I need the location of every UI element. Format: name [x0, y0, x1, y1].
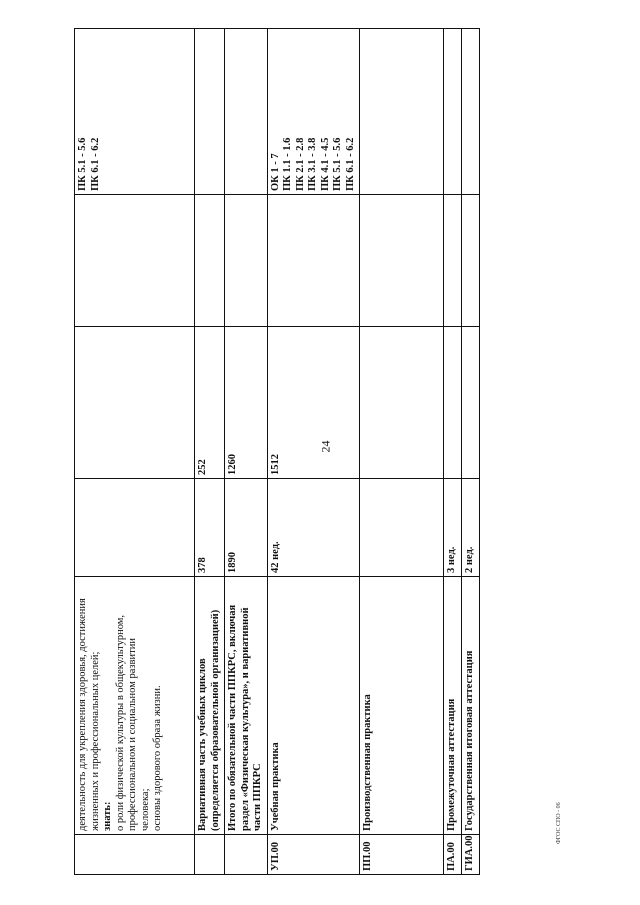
- description-line: Итого по обязательной части ППКРС, включая: [227, 604, 238, 831]
- row-description: [75, 577, 195, 835]
- table-row: [444, 29, 462, 875]
- row-description: [195, 577, 225, 835]
- row-competencies: [444, 29, 462, 195]
- description-line: (определяется образовательной организацией): [209, 609, 221, 831]
- row-code: ГИА.00: [462, 835, 480, 875]
- description-line: Учебная практика: [269, 742, 281, 831]
- table-row: [75, 29, 195, 875]
- description-line: о роли физической культуры в общекультурном,: [114, 614, 126, 831]
- table-row: [267, 29, 360, 875]
- competency-code: ПК 6.1 - 6.2: [344, 137, 356, 191]
- row-max-load: 42 нед.: [267, 479, 360, 577]
- competency-code: ПК 3.1 - 3.8: [307, 137, 318, 191]
- row-required-load: 252: [195, 327, 225, 479]
- description-line: жизненных и профессиональных целей;: [89, 651, 101, 831]
- description-line: профессиональном и социальном развитии: [127, 638, 138, 831]
- row-competencies: [360, 29, 444, 195]
- row-competencies: [195, 29, 225, 195]
- description-line: знать:: [102, 801, 113, 831]
- row-max-load: [360, 479, 444, 577]
- row-max-load: 2 нед.: [462, 479, 480, 577]
- row-discipline: [225, 195, 268, 327]
- description-line: Государственная итоговая аттестация: [464, 650, 475, 831]
- row-code: [75, 835, 195, 875]
- table-row: [195, 29, 225, 875]
- row-competencies: [225, 29, 268, 195]
- row-discipline: [444, 195, 462, 327]
- row-required-load: 1260: [225, 327, 268, 479]
- row-discipline: [462, 195, 480, 327]
- description-line: части ППКРС: [252, 763, 263, 831]
- row-description: [225, 577, 268, 835]
- grid: [74, 28, 480, 875]
- footer-mark: ФГОС СПО - 06: [556, 802, 562, 844]
- row-max-load: 378: [195, 479, 225, 577]
- row-description: [444, 577, 462, 835]
- row-competencies: [75, 29, 195, 195]
- description-line: раздел «Физическая культура», и вариативной: [239, 607, 251, 831]
- description-line: человека;: [139, 788, 151, 831]
- row-description: [267, 577, 360, 835]
- row-max-load: 3 нед.: [444, 479, 462, 577]
- competency-code: ПК 6.1 - 6.2: [89, 137, 101, 191]
- row-max-load: [75, 479, 195, 577]
- description-line: деятельность для укрепления здоровья, достижения: [77, 598, 88, 831]
- table-row: [462, 29, 480, 875]
- row-required-load: [462, 327, 480, 479]
- row-code: ПП.00: [360, 835, 444, 875]
- table-row: [225, 29, 268, 875]
- description-line: Промежуточная аттестация: [446, 698, 457, 831]
- row-code: [225, 835, 268, 875]
- description-line: основы здорового образа жизни.: [152, 685, 163, 831]
- description-line: Вариативная часть учебных циклов: [197, 658, 208, 831]
- row-description: [462, 577, 480, 835]
- row-description: [360, 577, 444, 835]
- description-line: Производственная практика: [362, 694, 373, 831]
- page-number: 24: [318, 440, 333, 453]
- row-required-load: [75, 327, 195, 479]
- competency-code: ПК 5.1 - 5.6: [77, 137, 88, 191]
- competency-code: ОК 1 - 7: [269, 153, 281, 191]
- row-code: УП.00: [267, 835, 360, 875]
- row-code: ПА.00: [444, 835, 462, 875]
- competency-code: ПК 4.1 - 4.5: [319, 137, 331, 191]
- row-max-load: 1890: [225, 479, 268, 577]
- curriculum-table: [74, 29, 475, 875]
- row-code: [195, 835, 225, 875]
- row-discipline: [267, 195, 360, 327]
- row-discipline: [360, 195, 444, 327]
- row-competencies: [267, 29, 360, 195]
- competency-code: ПК 5.1 - 5.6: [332, 137, 343, 191]
- row-required-load: [444, 327, 462, 479]
- row-discipline: [75, 195, 195, 327]
- competency-code: ПК 2.1 - 2.8: [294, 137, 306, 191]
- competency-code: ПК 1.1 - 1.6: [282, 137, 293, 191]
- row-required-load: [360, 327, 444, 479]
- row-competencies: [462, 29, 480, 195]
- table-row: [360, 29, 444, 875]
- row-required-load: 1512: [267, 327, 360, 479]
- row-discipline: [195, 195, 225, 327]
